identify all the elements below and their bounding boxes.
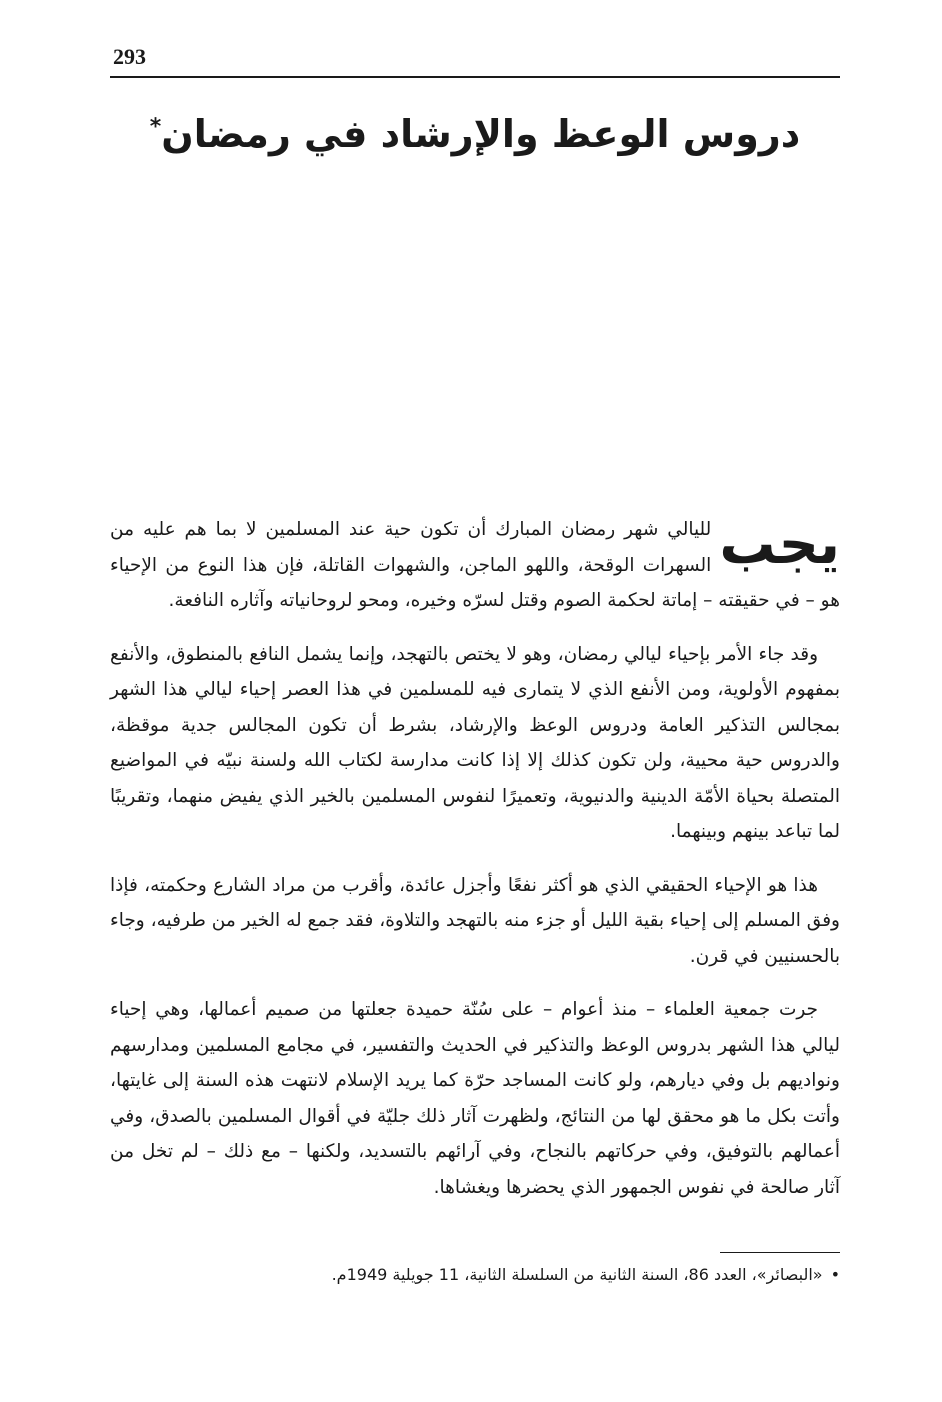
article-title-text: دروس الوعظ والإرشاد في رمضان	[161, 112, 801, 156]
footnote-marker: *	[149, 114, 162, 140]
page-number: 293	[113, 44, 146, 69]
article-title	[110, 112, 840, 158]
paragraph-1	[110, 512, 840, 619]
footnote-bullet: •	[830, 1265, 840, 1284]
article-body	[110, 512, 840, 1223]
paragraph-3: هذا هو الإحياء الحقيقي الذي هو أكثر نفعًا وأجزل عائدة، وأقرب من مراد الشارع وحكمته، فإذا وفق المسلم إلى إحياء بقية الليل أو جزء منه بالتهجد والتلاوة، فقد جمع له الخير من طرفيه، وجاء بالحسنيين في قرن.	[110, 874, 840, 967]
dropcap-word: يجب	[719, 512, 840, 577]
paragraph-1-text: لليالي شهر رمضان المبارك أن تكون حية عند المسلمين لا بما هم عليه من السهرات الوقحة، واللهو الماجن، والشهوات القاتلة، فإن هذا النوع من الإحياء هو – في حقيقته – إماتة لحكمة الصوم وقتل لسرّه وخيره، ومحو لروحانياته وآثاره النافعة.	[110, 519, 840, 611]
footnote-text: «البصائر»، العدد 86، السنة الثانية من السلسلة الثانية، 11 جويلية 1949م.	[331, 1265, 823, 1284]
header-rule	[110, 76, 840, 78]
paragraph-4: جرت جمعية العلماء – منذ أعوام – على سُنّة حميدة جعلتها من صميم أعمالها، وهي إحياء ليالي هذا الشهر بدروس الوعظ والتذكير في الحديث والتفسير، في مجامع المسلمين ومدارسهم ونواديهم بل وفي ديارهم، ولو كانت المساجد حرّة كما يريد الإسلام لانتهت هذه السنة إلى غايتها، وأتت بكل ما هو محقق لها من النتائج، ولظهرت آثار ذلك جليّة في أقوال المسلمين بالصدق، وفي أعمالهم بالتوفيق، وفي حركاتهم بالنجاح، وفي آرائهم بالتسديد، ولكنها – مع ذلك – لم تخل من آثار صالحة في نفوس الجمهور الذي يحضرها ويغشاها.	[110, 999, 840, 1198]
paragraph-2: وقد جاء الأمر بإحياء ليالي رمضان، وهو لا يختص بالتهجد، وإنما يشمل النافع بالمنطوق، والأنفع بمفهوم الأولوية، ومن الأنفع الذي لا يتمارى فيه للمسلمين في هذا العصر إحياء ليالي هذا الشهر بمجالس التذكير العامة ودروس الوعظ والإرشاد، بشرط أن تكون المجالس جدية موقظة، والدروس حية محيية، ولن تكون كذلك إلا إذا كانت مدارسة لكتاب الله ولسنة نبيّه في المواضيع المتصلة بحياة الأمّة الدينية والدنيوية، وتعميرًا لنفوس المسلمين بالخير الذي يفيض منهما، وتقريبًا لما تباعد بينهم وبينهما.	[110, 643, 840, 842]
footnote-rule	[720, 1252, 840, 1253]
footnote	[110, 1262, 840, 1288]
